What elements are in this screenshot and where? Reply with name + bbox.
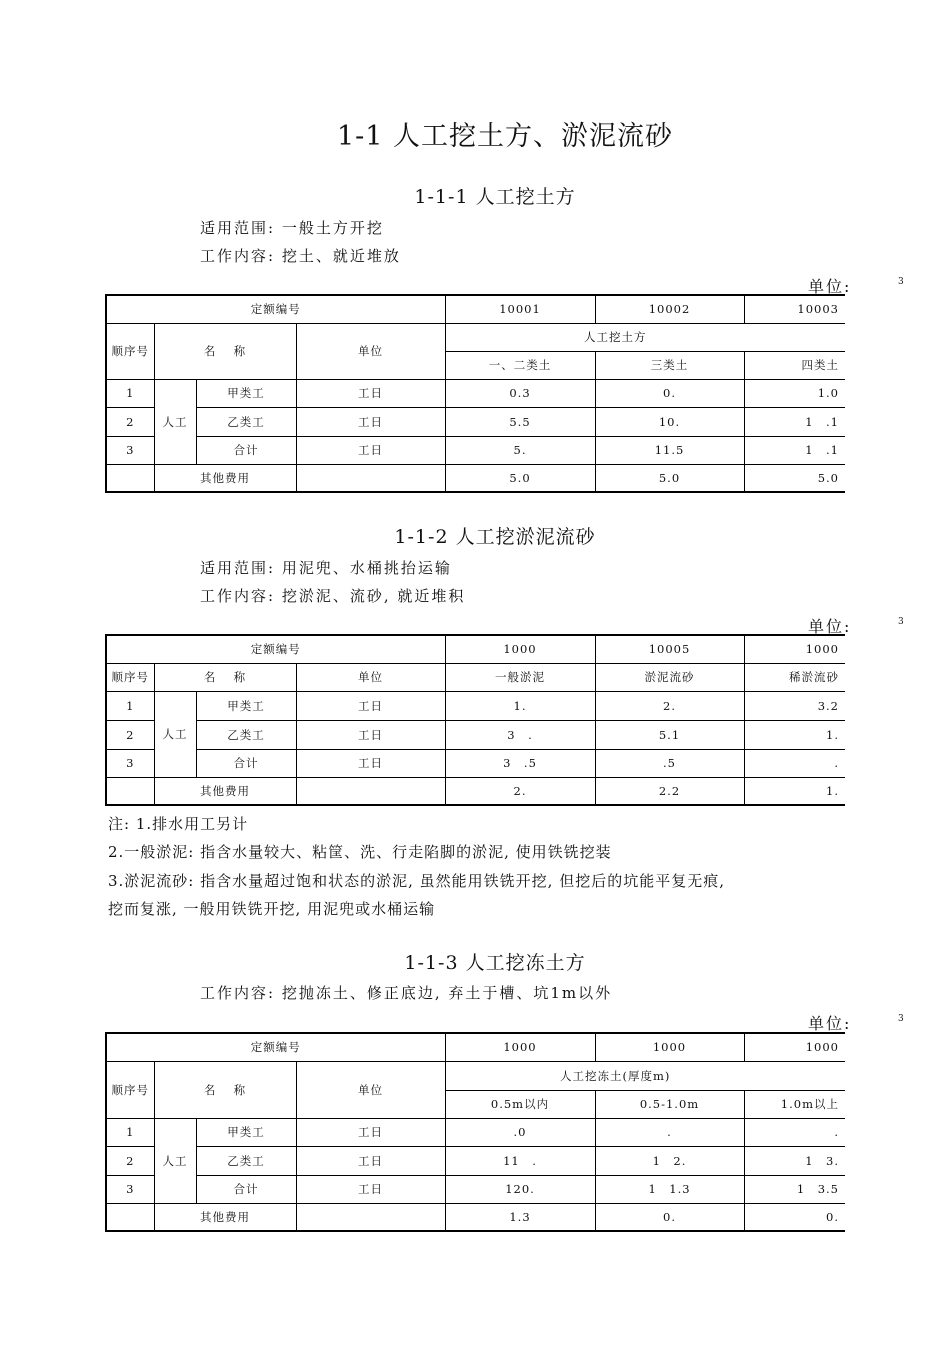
- row-unit: 工日: [296, 407, 445, 436]
- value-cell: 1.0: [744, 379, 845, 407]
- blank-cell: [296, 777, 445, 805]
- note-2: 2.一般淤泥: 指含水量较大、粘筐、洗、行走陷脚的淤泥, 使用铁铣挖装: [108, 843, 612, 861]
- value-cell: 2.: [595, 691, 744, 720]
- value-cell: .0: [445, 1118, 595, 1146]
- unit-header: 单位: [296, 663, 445, 691]
- section-2-title: 1-1-2 人工挖淤泥流砂: [394, 526, 596, 548]
- row-unit: 工日: [296, 379, 445, 407]
- row-name: 乙类工: [196, 720, 296, 749]
- col-header: 一、二类土: [445, 351, 595, 379]
- other-value: 2.2: [595, 777, 744, 805]
- value-cell: 120.: [445, 1175, 595, 1203]
- row-unit: 工日: [296, 720, 445, 749]
- section-3-table: [105, 1032, 845, 1232]
- section-1-scope: 适用范围: 一般土方开挖: [200, 219, 384, 237]
- section-2-unit-sup: 3: [898, 617, 904, 627]
- row-seq: 3: [106, 436, 154, 464]
- col-header: 一般淤泥: [445, 663, 595, 691]
- code-cell: 1000: [595, 1033, 744, 1061]
- value-cell: 1 3.5: [744, 1175, 845, 1203]
- code-cell: 1000: [744, 1033, 845, 1061]
- seq-header: 顺序号: [106, 323, 154, 379]
- value-cell: 11 .: [445, 1146, 595, 1175]
- section-3-unit-sup: 3: [898, 1014, 904, 1024]
- section-1-title: 1-1-1 人工挖土方: [414, 186, 576, 208]
- row-unit: 工日: [296, 436, 445, 464]
- row-unit: 工日: [296, 749, 445, 777]
- note-4: 挖而复涨, 一般用铁铣开挖, 用泥兜或水桶运输: [108, 900, 436, 918]
- row-seq: 2: [106, 1146, 154, 1175]
- note-1: 注: 1.排水用工另计: [108, 815, 249, 833]
- other-value: 5.0: [595, 464, 744, 492]
- value-cell: 1 2.: [595, 1146, 744, 1175]
- code-label: 定额编号: [106, 635, 445, 663]
- value-cell: .: [744, 1118, 845, 1146]
- row-name: 乙类工: [196, 407, 296, 436]
- code-cell: 1000: [445, 1033, 595, 1061]
- row-seq: 2: [106, 720, 154, 749]
- row-seq: 1: [106, 379, 154, 407]
- col-header: 0.5m以内: [445, 1090, 595, 1118]
- code-cell: 10001: [445, 295, 595, 323]
- row-name: 合计: [196, 1175, 296, 1203]
- other-label: 其他费用: [154, 464, 296, 492]
- col-header: 淤泥流砂: [595, 663, 744, 691]
- blank-cell: [106, 777, 154, 805]
- value-cell: 5.5: [445, 407, 595, 436]
- row-seq: 2: [106, 407, 154, 436]
- value-cell: 10.: [595, 407, 744, 436]
- value-cell: 1.: [744, 720, 845, 749]
- section-3-work: 工作内容: 挖抛冻土、修正底边, 弃土于槽、坑1m以外: [200, 984, 613, 1002]
- row-seq: 3: [106, 749, 154, 777]
- seq-header: 顺序号: [106, 663, 154, 691]
- note-3: 3.淤泥流砂: 指含水量超过饱和状态的淤泥, 虽然能用铁铣开挖, 但挖后的坑能平复无痕,: [108, 872, 725, 890]
- row-name: 合计: [196, 436, 296, 464]
- labor-label: 人工: [154, 691, 196, 777]
- unit-header: 单位: [296, 1061, 445, 1118]
- value-cell: 1.: [445, 691, 595, 720]
- value-cell: 3 .: [445, 720, 595, 749]
- labor-label: 人工: [154, 379, 196, 464]
- seq-header: 顺序号: [106, 1061, 154, 1118]
- blank-cell: [106, 464, 154, 492]
- row-name: 合计: [196, 749, 296, 777]
- section-1-table: [105, 294, 845, 493]
- value-cell: 5.1: [595, 720, 744, 749]
- other-label: 其他费用: [154, 777, 296, 805]
- value-cell: .5: [595, 749, 744, 777]
- row-seq: 1: [106, 1118, 154, 1146]
- value-cell: 1 1.3: [595, 1175, 744, 1203]
- code-label: 定额编号: [106, 1033, 445, 1061]
- row-name: 甲类工: [196, 691, 296, 720]
- blank-cell: [296, 1203, 445, 1231]
- other-value: 1.3: [445, 1203, 595, 1231]
- col-header: 三类土: [595, 351, 744, 379]
- row-unit: 工日: [296, 1118, 445, 1146]
- row-unit: 工日: [296, 1175, 445, 1203]
- value-cell: 0.: [595, 379, 744, 407]
- value-cell: 3 .5: [445, 749, 595, 777]
- blank-cell: [106, 1203, 154, 1231]
- col-header: 四类土: [744, 351, 845, 379]
- code-cell: 1000: [445, 635, 595, 663]
- value-cell: 1 .1: [744, 436, 845, 464]
- group-header: 人工挖土方: [445, 323, 845, 351]
- value-cell: 1 3.: [744, 1146, 845, 1175]
- value-cell: .: [595, 1118, 744, 1146]
- section-2-work: 工作内容: 挖淤泥、流砂, 就近堆积: [200, 587, 466, 605]
- value-cell: 11.5: [595, 436, 744, 464]
- value-cell: 5.: [445, 436, 595, 464]
- section-1-work: 工作内容: 挖土、就近堆放: [200, 247, 401, 265]
- section-3-title: 1-1-3 人工挖冻土方: [404, 952, 586, 974]
- group-header: 人工挖冻土(厚度m): [445, 1061, 845, 1090]
- main-title: 1-1 人工挖土方、淤泥流砂: [336, 121, 674, 152]
- other-value: 0.: [595, 1203, 744, 1231]
- value-cell: 3.2: [744, 691, 845, 720]
- other-value: 1.: [744, 777, 845, 805]
- code-label: 定额编号: [106, 295, 445, 323]
- col-header: 稀淤流砂: [744, 663, 845, 691]
- code-cell: 10005: [595, 635, 744, 663]
- unit-header: 单位: [296, 323, 445, 379]
- code-cell: 1000: [744, 635, 845, 663]
- other-value: 0.: [744, 1203, 845, 1231]
- row-name: 甲类工: [196, 379, 296, 407]
- other-value: 5.0: [445, 464, 595, 492]
- col-header: 1.0m以上: [744, 1090, 845, 1118]
- other-value: 2.: [445, 777, 595, 805]
- code-cell: 10002: [595, 295, 744, 323]
- value-cell: 0.3: [445, 379, 595, 407]
- section-1-unit-label: 单位:: [808, 277, 852, 296]
- row-name: 乙类工: [196, 1146, 296, 1175]
- other-value: 5.0: [744, 464, 845, 492]
- name-header: 名 称: [154, 323, 296, 379]
- row-unit: 工日: [296, 1146, 445, 1175]
- col-header: 0.5-1.0m: [595, 1090, 744, 1118]
- code-cell: 10003: [744, 295, 845, 323]
- section-2-table: [105, 634, 845, 806]
- other-label: 其他费用: [154, 1203, 296, 1231]
- value-cell: 1 .1: [744, 407, 845, 436]
- blank-cell: [296, 464, 445, 492]
- name-header: 名 称: [154, 1061, 296, 1118]
- labor-label: 人工: [154, 1118, 196, 1203]
- section-2-unit-label: 单位:: [808, 617, 852, 636]
- value-cell: .: [744, 749, 845, 777]
- row-name: 甲类工: [196, 1118, 296, 1146]
- row-seq: 3: [106, 1175, 154, 1203]
- row-unit: 工日: [296, 691, 445, 720]
- name-header: 名 称: [154, 663, 296, 691]
- section-3-unit-label: 单位:: [808, 1014, 852, 1033]
- section-1-unit-sup: 3: [898, 277, 904, 287]
- row-seq: 1: [106, 691, 154, 720]
- section-2-scope: 适用范围: 用泥兜、水桶挑抬运输: [200, 559, 452, 577]
